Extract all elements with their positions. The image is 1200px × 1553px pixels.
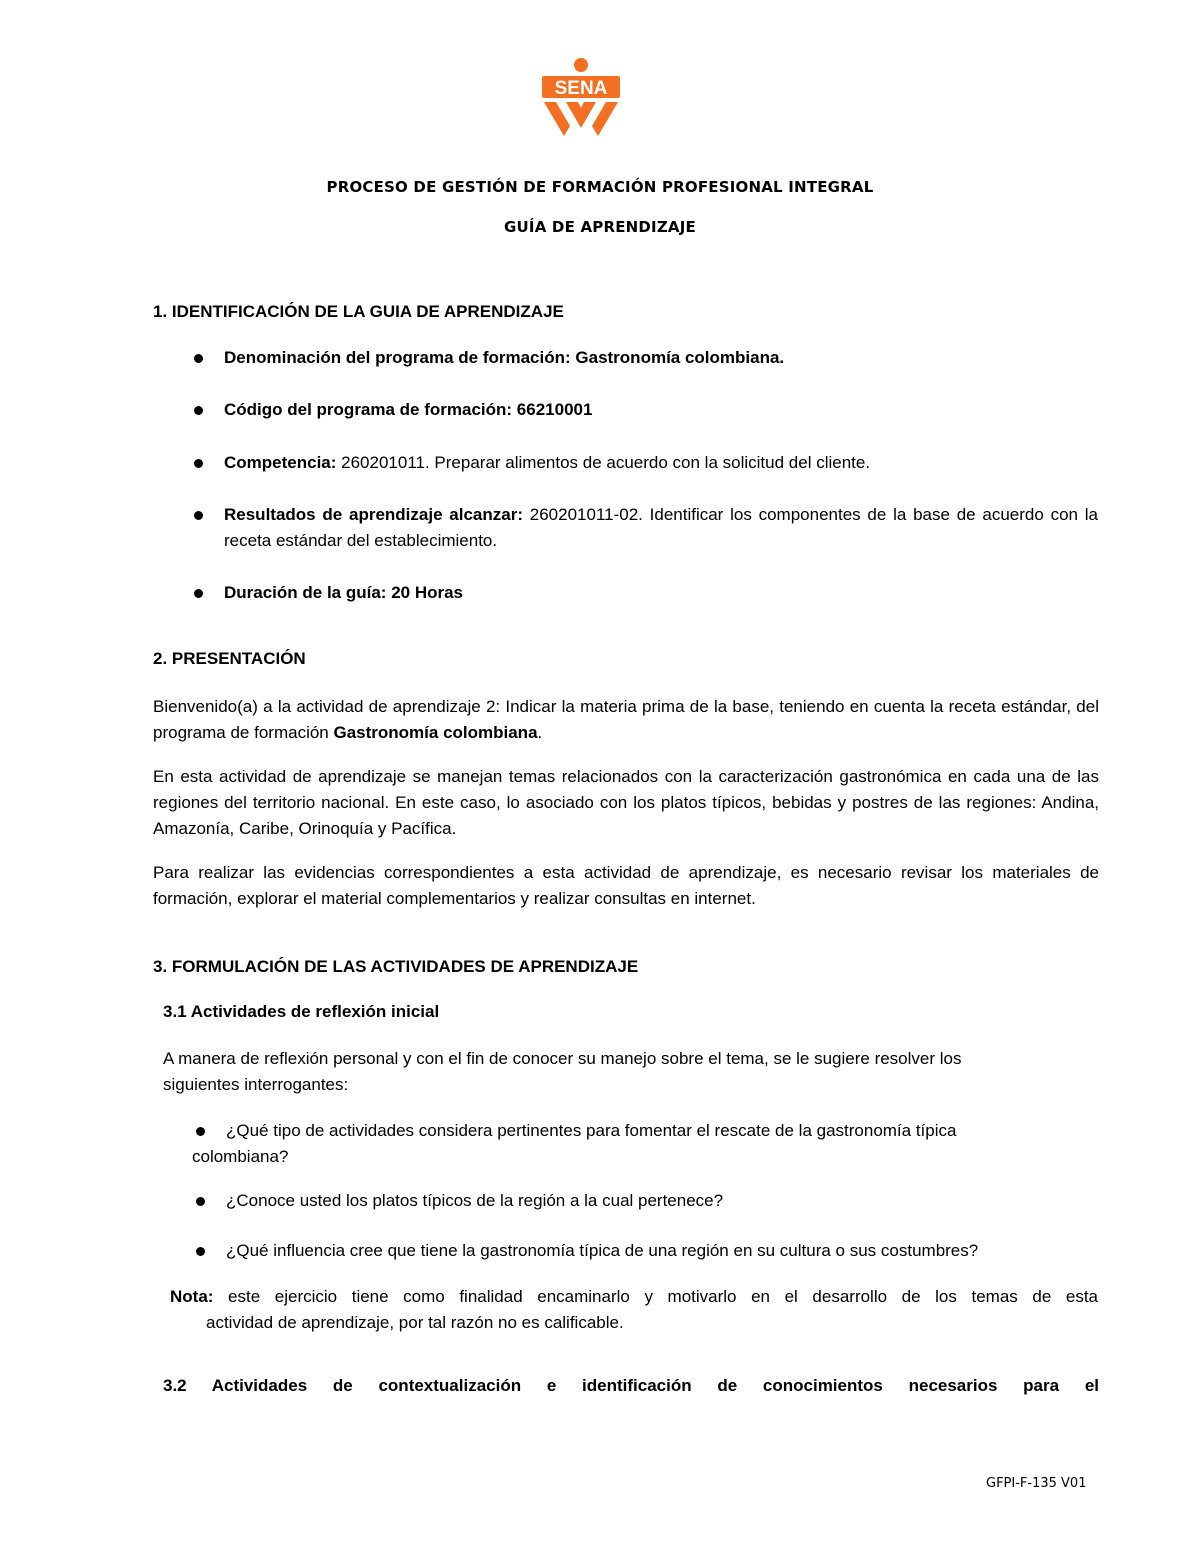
question-item-2: ¿Conoce usted los platos típicos de la región a la cual pertenece? (196, 1188, 1090, 1214)
paragraph-reflection-intro: A manera de reflexión personal y con el fin de conocer su manejo sobre el tema, se le sugiere resolver los siguientes interrogantes: (163, 1049, 962, 1094)
paragraph-activity-topics: En esta actividad de aprendizaje se manejan temas relacionados con la caracterización gastronómica en cada una de las regiones del territorio nacional. En este caso, lo asociado con los platos típicos, bebidas y postres de las regiones: Andina, Amazonía, Caribe, Orinoquía y Pacífica. (153, 767, 1099, 838)
bullet-icon (196, 1197, 205, 1206)
list-item-program-name: Denominación del programa de formación: Gastronomía colombiana. (194, 345, 1098, 371)
subsection-3-2-title: 3.2 Actividades de contextualización e identificación de conocimientos necesarios para el (163, 1376, 1099, 1395)
header-guide-title: GUÍA DE APRENDIZAJE (504, 218, 696, 236)
section-1-title: 1. IDENTIFICACIÓN DE LA GUIA DE APRENDIZAJE (153, 302, 564, 321)
question-item-3: ¿Qué influencia cree que tiene la gastronomía típica de una región en su cultura o sus costumbres? (196, 1238, 1090, 1264)
subsection-3-1-title: 3.1 Actividades de reflexión inicial (163, 1002, 440, 1021)
bullet-icon (194, 459, 203, 468)
paragraph-welcome: Bienvenido(a) a la actividad de aprendizaje 2: Indicar la materia prima de la base, teniendo en cuenta la receta estándar, del programa de formación Gastronomía colombiana. (153, 697, 1099, 742)
footer-document-code: GFPI-F-135 V01 (986, 1476, 1087, 1491)
note-paragraph: Nota: este ejercicio tiene como finalidad encaminarlo y motivarlo en el desarrollo de los temas de esta actividad de aprendizaje, por tal razón no es calificable. (170, 1287, 1098, 1332)
question-item-1: ¿Qué tipo de actividades considera pertinentes para fomentar el rescate de la gastronomía típica colombiana? (192, 1121, 957, 1166)
header-process-title: PROCESO DE GESTIÓN DE FORMACIÓN PROFESIONAL INTEGRAL (326, 178, 874, 196)
bullet-icon (194, 354, 203, 363)
bullet-icon (194, 511, 203, 520)
list-item-duration: Duración de la guía: 20 Horas (194, 580, 1098, 606)
bullet-icon (194, 406, 203, 415)
svg-text:SENA: SENA (554, 78, 608, 99)
note-label: Nota: (170, 1287, 214, 1306)
list-item-learning-results: Resultados de aprendizaje alcanzar: 260201011-02. Identificar los componentes de la base de acuerdo con la receta estándar del establecimiento. (194, 502, 1098, 554)
list-item-competence: Competencia: 260201011. Preparar alimentos de acuerdo con la solicitud del cliente. (194, 450, 1098, 476)
sena-logo (538, 56, 624, 142)
section-2-title: 2. PRESENTACIÓN (153, 649, 306, 668)
list-item-program-code: Código del programa de formación: 66210001 (194, 397, 1098, 423)
bullet-icon (194, 589, 203, 598)
bullet-icon (196, 1247, 205, 1256)
section-3-title: 3. FORMULACIÓN DE LAS ACTIVIDADES DE APRENDIZAJE (153, 957, 639, 976)
paragraph-evidences: Para realizar las evidencias correspondientes a esta actividad de aprendizaje, es necesario revisar los materiales de formación, explorar el material complementarios y realizar consultas en internet. (153, 863, 1099, 908)
bullet-icon (196, 1127, 205, 1136)
